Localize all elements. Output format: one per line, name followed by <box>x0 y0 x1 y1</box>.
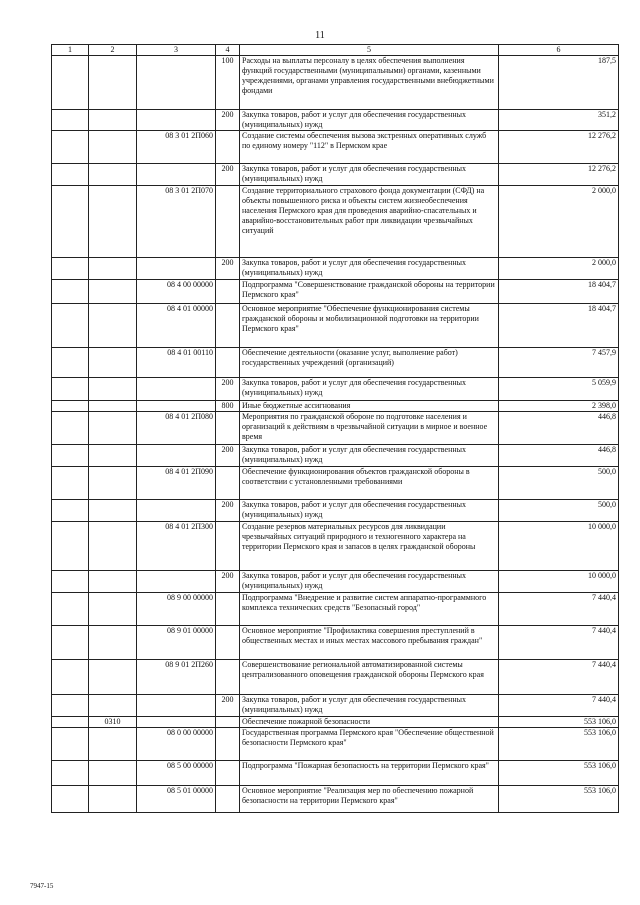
cell-c6: 553 106,0 <box>499 761 619 786</box>
cell-col-1 <box>52 164 89 186</box>
table-row <box>52 110 619 131</box>
column-header: 2 <box>89 45 137 56</box>
cell-c2: 0310 <box>89 717 137 728</box>
cell-c3: 08 4 01 2П090 <box>137 467 216 500</box>
cell-c2 <box>89 500 137 522</box>
cell-c4: 100 <box>216 56 240 110</box>
cell-c5: Закупка товаров, работ и услуг для обеспечения государственных (муниципальных) нужд <box>240 164 499 186</box>
column-header: 3 <box>137 45 216 56</box>
cell-c6: 18 404,7 <box>499 304 619 348</box>
cell-c3: 08 5 01 00000 <box>137 786 216 813</box>
cell-c2 <box>89 56 137 110</box>
cell-c4 <box>216 728 240 761</box>
cell-c3: 08 3 01 2П060 <box>137 131 216 164</box>
cell-c2 <box>89 304 137 348</box>
table-row <box>52 695 619 717</box>
cell-c3: 08 9 01 00000 <box>137 626 216 660</box>
cell-c6: 7 457,9 <box>499 348 619 378</box>
cell-c2 <box>89 378 137 401</box>
cell-c6: 553 106,0 <box>499 786 619 813</box>
cell-c6: 2 000,0 <box>499 258 619 280</box>
cell-c3 <box>137 500 216 522</box>
page-number: 11 <box>315 30 325 41</box>
cell-c4 <box>216 412 240 445</box>
cell-col-1 <box>52 56 89 110</box>
cell-c3 <box>137 401 216 412</box>
cell-c3 <box>137 56 216 110</box>
cell-c5: Создание территориального страхового фонда документации (СФД) на объекты повышенного риска и объекты систем жизнеобеспечения населения Пермского края для проведения аварийно-спасательных и аварийно-восстановительных работ при ликвидации чрезвычайных ситуаций <box>240 186 499 258</box>
cell-col-1 <box>52 131 89 164</box>
cell-c6: 500,0 <box>499 467 619 500</box>
cell-c5: Основное мероприятие "Обеспечение функционирования системы гражданской обороны и мобилизационной подготовки на территории Пермского края" <box>240 304 499 348</box>
cell-col-1 <box>52 467 89 500</box>
cell-c6: 7 440,4 <box>499 593 619 626</box>
cell-c4 <box>216 304 240 348</box>
cell-c3: 08 4 01 2П080 <box>137 412 216 445</box>
cell-c3: 08 9 00 00000 <box>137 593 216 626</box>
table-row <box>52 164 619 186</box>
cell-c2 <box>89 401 137 412</box>
cell-c2 <box>89 348 137 378</box>
table-row <box>52 378 619 401</box>
cell-c6: 10 000,0 <box>499 571 619 593</box>
cell-c2 <box>89 571 137 593</box>
cell-c3: 08 4 00 00000 <box>137 280 216 304</box>
table-row <box>52 593 619 626</box>
cell-col-1 <box>52 500 89 522</box>
cell-col-1 <box>52 571 89 593</box>
cell-c4: 200 <box>216 164 240 186</box>
cell-c3: 08 4 01 2П300 <box>137 522 216 571</box>
footer-code: 7947-15 <box>30 882 54 890</box>
cell-c6: 446,8 <box>499 412 619 445</box>
cell-c2 <box>89 522 137 571</box>
cell-c6: 18 404,7 <box>499 280 619 304</box>
cell-c4 <box>216 280 240 304</box>
cell-col-1 <box>52 401 89 412</box>
cell-c5: Подпрограмма "Совершенствование гражданской обороны на территории Пермского края" <box>240 280 499 304</box>
cell-c2 <box>89 131 137 164</box>
cell-c2 <box>89 728 137 761</box>
cell-c4: 200 <box>216 571 240 593</box>
table-row <box>52 445 619 467</box>
cell-col-1 <box>52 761 89 786</box>
table-row <box>52 717 619 728</box>
cell-col-1 <box>52 280 89 304</box>
cell-c3 <box>137 717 216 728</box>
cell-c2 <box>89 761 137 786</box>
table-row <box>52 467 619 500</box>
cell-c5: Закупка товаров, работ и услуг для обеспечения государственных (муниципальных) нужд <box>240 378 499 401</box>
cell-col-1 <box>52 522 89 571</box>
cell-c4 <box>216 660 240 695</box>
table-row <box>52 401 619 412</box>
cell-col-1 <box>52 378 89 401</box>
table-row <box>52 131 619 164</box>
table-row <box>52 522 619 571</box>
cell-c3: 08 4 01 00110 <box>137 348 216 378</box>
cell-c3 <box>137 258 216 280</box>
cell-col-1 <box>52 626 89 660</box>
cell-c3 <box>137 164 216 186</box>
cell-c6: 351,2 <box>499 110 619 131</box>
cell-c3: 08 0 00 00000 <box>137 728 216 761</box>
cell-c5: Иные бюджетные ассигнования <box>240 401 499 412</box>
table-row <box>52 728 619 761</box>
table-row <box>52 626 619 660</box>
cell-c4: 200 <box>216 500 240 522</box>
cell-c4: 200 <box>216 445 240 467</box>
cell-c6: 2 398,0 <box>499 401 619 412</box>
cell-c5: Создание резервов материальных ресурсов для ликвидации чрезвычайных ситуаций природного и техногенного характера на территории Пермского края и запасов в целях гражданской обороны <box>240 522 499 571</box>
cell-c2 <box>89 467 137 500</box>
cell-c2 <box>89 695 137 717</box>
cell-c5: Подпрограмма "Внедрение и развитие систем аппаратно-программного комплекса технических средств "Безопасный город" <box>240 593 499 626</box>
table-body <box>52 56 619 813</box>
cell-c3: 08 9 01 2П260 <box>137 660 216 695</box>
cell-col-1 <box>52 186 89 258</box>
cell-c2 <box>89 786 137 813</box>
cell-c5: Совершенствование региональной автоматизированной системы централизованного оповещения гражданской обороны Пермского края <box>240 660 499 695</box>
cell-col-1 <box>52 348 89 378</box>
cell-c2 <box>89 110 137 131</box>
cell-c2 <box>89 280 137 304</box>
cell-c5: Закупка товаров, работ и услуг для обеспечения государственных (муниципальных) нужд <box>240 695 499 717</box>
cell-c3 <box>137 110 216 131</box>
cell-c5: Государственная программа Пермского края "Обеспечение общественной безопасности Пермского края" <box>240 728 499 761</box>
cell-c3: 08 5 00 00000 <box>137 761 216 786</box>
cell-c5: Обеспечение пожарной безопасности <box>240 717 499 728</box>
cell-c5: Обеспечение функционирования объектов гражданской обороны в соответствии с установленными требованиями <box>240 467 499 500</box>
cell-c4 <box>216 786 240 813</box>
cell-c2 <box>89 258 137 280</box>
cell-c3 <box>137 445 216 467</box>
table-row <box>52 761 619 786</box>
table-row <box>52 571 619 593</box>
table-row <box>52 348 619 378</box>
cell-c3: 08 4 01 00000 <box>137 304 216 348</box>
table-row <box>52 258 619 280</box>
budget-table <box>51 44 619 813</box>
cell-c5: Закупка товаров, работ и услуг для обеспечения государственных (муниципальных) нужд <box>240 445 499 467</box>
cell-c2 <box>89 164 137 186</box>
cell-c4: 200 <box>216 378 240 401</box>
cell-col-1 <box>52 445 89 467</box>
cell-c5: Закупка товаров, работ и услуг для обеспечения государственных (муниципальных) нужд <box>240 258 499 280</box>
column-header: 1 <box>52 45 89 56</box>
cell-c6: 187,5 <box>499 56 619 110</box>
cell-c4 <box>216 467 240 500</box>
cell-c4 <box>216 593 240 626</box>
cell-c2 <box>89 445 137 467</box>
table-row <box>52 660 619 695</box>
cell-c2 <box>89 626 137 660</box>
table-row <box>52 786 619 813</box>
cell-c5: Основное мероприятие "Профилактика совершения преступлений в общественных местах и иных местах массового пребывания граждан" <box>240 626 499 660</box>
cell-c2 <box>89 660 137 695</box>
cell-c6: 553 106,0 <box>499 728 619 761</box>
cell-c4 <box>216 131 240 164</box>
cell-c4: 200 <box>216 258 240 280</box>
cell-c6: 2 000,0 <box>499 186 619 258</box>
cell-c6: 553 106,0 <box>499 717 619 728</box>
cell-c5: Основное мероприятие "Реализация мер по обеспечению пожарной безопасности на территории Пермского края" <box>240 786 499 813</box>
cell-c6: 5 059,9 <box>499 378 619 401</box>
cell-c4 <box>216 348 240 378</box>
cell-c6: 12 276,2 <box>499 164 619 186</box>
cell-col-1 <box>52 786 89 813</box>
cell-c6: 7 440,4 <box>499 626 619 660</box>
table-row <box>52 500 619 522</box>
cell-c4: 800 <box>216 401 240 412</box>
cell-c4: 200 <box>216 695 240 717</box>
cell-c3 <box>137 571 216 593</box>
cell-c4 <box>216 522 240 571</box>
cell-c4 <box>216 626 240 660</box>
table-row <box>52 186 619 258</box>
cell-c4: 200 <box>216 110 240 131</box>
cell-c6: 446,8 <box>499 445 619 467</box>
cell-c5: Закупка товаров, работ и услуг для обеспечения государственных (муниципальных) нужд <box>240 110 499 131</box>
cell-col-1 <box>52 717 89 728</box>
cell-col-1 <box>52 304 89 348</box>
cell-c5: Мероприятия по гражданской обороне по подготовке населения и организаций к действиям в чрезвычайной ситуации в мирное и военное время <box>240 412 499 445</box>
table-row <box>52 280 619 304</box>
cell-c5: Создание системы обеспечения вызова экстренных оперативных служб по единому номеру "112" в Пермском крае <box>240 131 499 164</box>
cell-c5: Закупка товаров, работ и услуг для обеспечения государственных (муниципальных) нужд <box>240 500 499 522</box>
cell-c2 <box>89 186 137 258</box>
cell-c4 <box>216 717 240 728</box>
cell-col-1 <box>52 412 89 445</box>
table-row <box>52 304 619 348</box>
table-header-row <box>52 45 619 56</box>
cell-col-1 <box>52 258 89 280</box>
cell-c5: Расходы на выплаты персоналу в целях обеспечения выполнения функций государственными (муниципальными) органами, казенными учреждениями, органами управления государственными внебюджетными фондами <box>240 56 499 110</box>
cell-c2 <box>89 412 137 445</box>
table-row <box>52 56 619 110</box>
table-row <box>52 412 619 445</box>
column-header: 5 <box>240 45 499 56</box>
cell-c5: Обеспечение деятельности (оказание услуг, выполнение работ) государственных учреждений (организаций) <box>240 348 499 378</box>
cell-col-1 <box>52 660 89 695</box>
cell-c4 <box>216 186 240 258</box>
cell-c6: 12 276,2 <box>499 131 619 164</box>
cell-col-1 <box>52 593 89 626</box>
cell-col-1 <box>52 110 89 131</box>
cell-c6: 7 440,4 <box>499 660 619 695</box>
cell-c2 <box>89 593 137 626</box>
cell-c4 <box>216 761 240 786</box>
cell-col-1 <box>52 728 89 761</box>
cell-c6: 7 440,4 <box>499 695 619 717</box>
cell-c3 <box>137 695 216 717</box>
column-header: 6 <box>499 45 619 56</box>
column-header: 4 <box>216 45 240 56</box>
cell-c6: 500,0 <box>499 500 619 522</box>
cell-c5: Закупка товаров, работ и услуг для обеспечения государственных (муниципальных) нужд <box>240 571 499 593</box>
cell-col-1 <box>52 695 89 717</box>
cell-c3 <box>137 378 216 401</box>
cell-c3: 08 3 01 2П070 <box>137 186 216 258</box>
cell-c6: 10 000,0 <box>499 522 619 571</box>
cell-c5: Подпрограмма "Пожарная безопасность на территории Пермского края" <box>240 761 499 786</box>
